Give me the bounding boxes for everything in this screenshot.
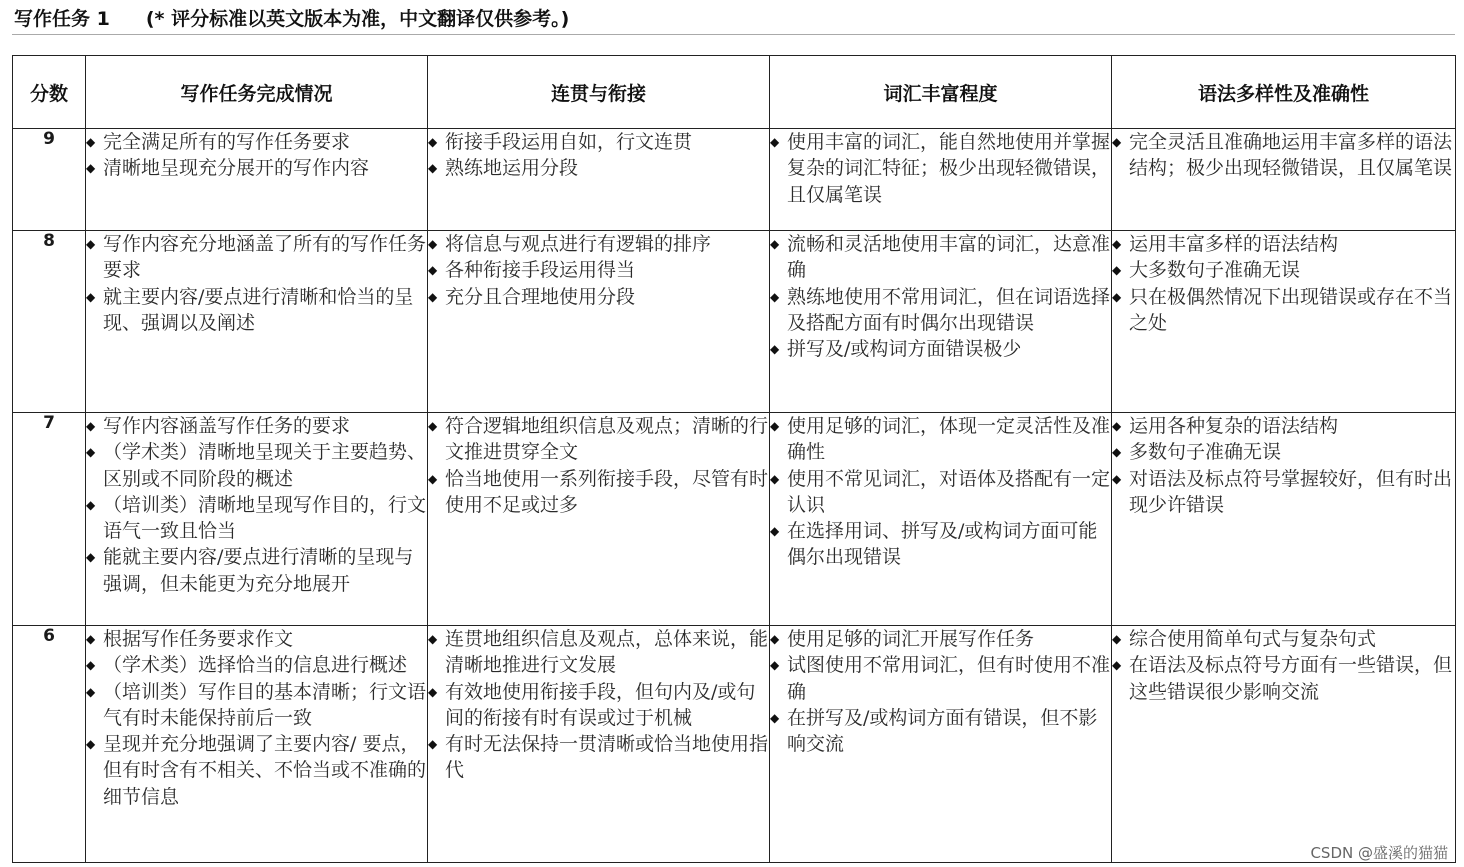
band-score: 6 [13,626,86,863]
descriptor-list [86,129,427,182]
grammar-cell [1112,231,1456,413]
watermark: CSDN @盛溪的猫猫 [1310,844,1448,862]
lexical-cell [770,626,1112,863]
lexical-cell [770,413,1112,626]
descriptor-list [1112,413,1455,518]
descriptor-item: ◆ 衔接手段运用自如，行文连贯 [428,129,769,155]
band-score: 7 [13,413,86,626]
descriptor-list [428,231,769,310]
descriptor-list [770,129,1111,208]
descriptor-item: ◆ 能就主要内容/要点进行清晰的呈现与强调，但未能更为充分地展开 [86,544,427,597]
descriptor-item: ◆ 多数句子准确无误 [1112,439,1455,465]
descriptor-item: ◆ 完全灵活且准确地运用丰富多样的语法结构；极少出现轻微错误，且仅属笔误 [1112,129,1455,182]
descriptor-item: ◆ 综合使用简单句式与复杂句式 [1112,626,1455,652]
descriptor-item: ◆ 试图使用不常用词汇，但有时使用不准确 [770,652,1111,705]
translation-note: (* 评分标准以英文版本为准，中文翻译仅供参考。) [145,8,570,30]
descriptor-item: ◆ 写作内容充分地涵盖了所有的写作任务要求 [86,231,427,284]
column-header-lexical-resource: 词汇丰富程度 [770,56,1112,129]
table-row [13,231,1456,413]
coherence-cell [428,231,770,413]
descriptor-list [428,626,769,784]
coherence-cell [428,413,770,626]
descriptor-item: ◆ 使用足够的词汇开展写作任务 [770,626,1111,652]
descriptor-item: ◆ 连贯地组织信息及观点，总体来说，能清晰地推进行文发展 [428,626,769,679]
descriptor-item: ◆ 呈现并充分地强调了主要内容/ 要点，但有时含有不相关、不恰当或不准确的细节信息 [86,731,427,810]
descriptor-item: ◆ 使用足够的词汇，体现一定灵活性及准确性 [770,413,1111,466]
descriptor-list [770,231,1111,362]
grammar-cell [1112,413,1456,626]
descriptor-item: ◆ 对语法及标点符号掌握较好，但有时出现少许错误 [1112,466,1455,519]
descriptor-item: ◆ 熟练地运用分段 [428,155,769,181]
table-row [13,626,1456,863]
descriptor-item: ◆ 根据写作任务要求作文 [86,626,427,652]
table-row [13,413,1456,626]
band-score: 9 [13,129,86,231]
descriptor-item: ◆ 就主要内容/要点进行清晰和恰当的呈现、强调以及阐述 [86,284,427,337]
lexical-cell [770,129,1112,231]
heading-divider [12,34,1455,35]
descriptor-item: ◆ 大多数句子准确无误 [1112,257,1455,283]
descriptor-item: ◆ 使用丰富的词汇，能自然地使用并掌握复杂的词汇特征；极少出现轻微错误，且仅属笔误 [770,129,1111,208]
descriptor-item: ◆ 有效地使用衔接手段，但句内及/或句间的衔接有时有误或过于机械 [428,679,769,732]
descriptor-item: ◆ 只在极偶然情况下出现错误或存在不当之处 [1112,284,1455,337]
descriptor-item: ◆ 在语法及标点符号方面有一些错误，但这些错误很少影响交流 [1112,652,1455,705]
descriptor-item: ◆ （培训类）清晰地呈现写作目的，行文语气一致且恰当 [86,492,427,545]
descriptor-list [428,413,769,518]
task-achievement-cell [86,626,428,863]
descriptor-item: ◆ 使用不常见词汇，对语体及搭配有一定认识 [770,466,1111,519]
descriptor-list [86,413,427,597]
descriptor-list [770,626,1111,757]
descriptor-item: ◆ 符合逻辑地组织信息及观点；清晰的行文推进贯穿全文 [428,413,769,466]
descriptor-item: ◆ 拼写及/或构词方面错误极少 [770,336,1111,362]
descriptor-item: ◆ 运用丰富多样的语法结构 [1112,231,1455,257]
descriptor-list [86,231,427,336]
table-header-row [13,56,1456,129]
descriptor-item: ◆ 充分且合理地使用分段 [428,284,769,310]
descriptor-list [1112,231,1455,336]
grammar-cell [1112,129,1456,231]
column-header-task-achievement: 写作任务完成情况 [86,56,428,129]
descriptor-item: ◆ （培训类）写作目的基本清晰；行文语气有时未能保持前后一致 [86,679,427,732]
descriptor-item: ◆ （学术类）清晰地呈现关于主要趋势、区别或不同阶段的概述 [86,439,427,492]
lexical-cell [770,231,1112,413]
descriptor-list [1112,129,1455,182]
table-row [13,129,1456,231]
descriptor-item: ◆ 熟练地使用不常用词汇，但在词语选择及搭配方面有时偶尔出现错误 [770,284,1111,337]
coherence-cell [428,626,770,863]
descriptor-item: ◆ 清晰地呈现充分展开的写作内容 [86,155,427,181]
descriptor-item: ◆ （学术类）选择恰当的信息进行概述 [86,652,427,678]
descriptor-item: ◆ 各种衔接手段运用得当 [428,257,769,283]
descriptor-item: ◆ 将信息与观点进行有逻辑的排序 [428,231,769,257]
band-descriptor-table [12,55,1456,863]
task-achievement-cell [86,413,428,626]
task-title: 写作任务 1 [14,8,110,30]
band-score: 8 [13,231,86,413]
descriptor-item: ◆ 在选择用词、拼写及/或构词方面可能偶尔出现错误 [770,518,1111,571]
descriptor-list [1112,626,1455,705]
descriptor-item: ◆ 在拼写及/或构词方面有错误，但不影响交流 [770,705,1111,758]
descriptor-list [86,626,427,810]
descriptor-item: ◆ 写作内容涵盖写作任务的要求 [86,413,427,439]
descriptor-item: ◆ 流畅和灵活地使用丰富的词汇，达意准确 [770,231,1111,284]
coherence-cell [428,129,770,231]
task-achievement-cell [86,129,428,231]
descriptor-item: ◆ 恰当地使用一系列衔接手段，尽管有时使用不足或过多 [428,466,769,519]
descriptor-item: ◆ 有时无法保持一贯清晰或恰当地使用指代 [428,731,769,784]
descriptor-item: ◆ 运用各种复杂的语法结构 [1112,413,1455,439]
task-achievement-cell [86,231,428,413]
document-heading [14,4,569,31]
column-header-grammar: 语法多样性及准确性 [1112,56,1456,129]
descriptor-item: ◆ 完全满足所有的写作任务要求 [86,129,427,155]
column-header-coherence-cohesion: 连贯与衔接 [428,56,770,129]
column-header-score: 分数 [13,56,86,129]
grammar-cell [1112,626,1456,863]
descriptor-list [770,413,1111,571]
descriptor-list [428,129,769,182]
